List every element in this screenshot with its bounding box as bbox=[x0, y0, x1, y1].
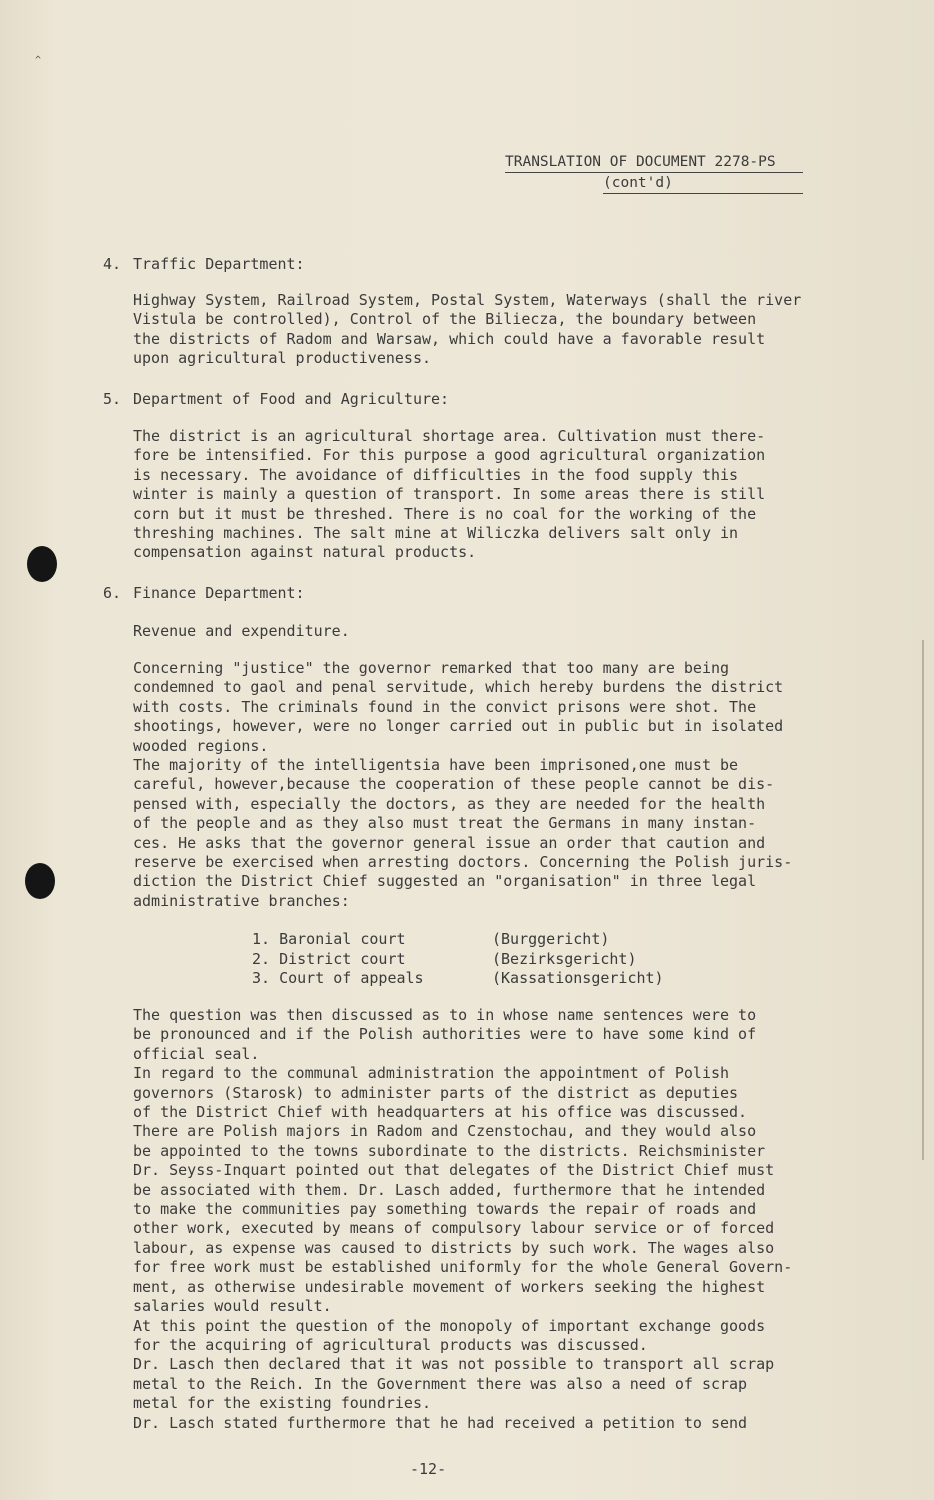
punch-hole bbox=[25, 863, 55, 899]
court-german-name: (Burggericht) bbox=[492, 930, 610, 948]
section-paragraph: Highway System, Railroad System, Postal System, Waterways (shall the river Vistula be controlled), Control of the Biliecza, the boundary between the districts of Radom and Warsaw, which could have a favorable result upon agricultural productiveness. bbox=[133, 291, 802, 368]
section-number: 6. bbox=[103, 584, 122, 602]
section-number: 4. bbox=[103, 255, 122, 273]
court-list-item bbox=[252, 950, 702, 968]
section-paragraph: Concerning "justice" the governor remarked that too many are being condemned to gaol and penal servitude, which hereby burdens the district with costs. The criminals found in the convict prisons were shot. The shootings, however, were no longer carried out in public but in isolated wooded regions. The majority of the intelligentsia have been imprisoned,one must be careful, however,because the cooperation of these people cannot be dis- pensed with, especially the doctors, as they are needed for the health of the people and as they also must treat the Germans in many instan- ces. He asks that the governor general issue an order that caution and reserve be exercised when arresting doctors. Concerning the Polish juris- diction the District Chief suggested an "organisation" in three legal administrative branches: bbox=[133, 659, 793, 910]
section-heading: Traffic Department: bbox=[133, 255, 305, 273]
page-number: -12- bbox=[410, 1460, 447, 1478]
section-paragraph: The district is an agricultural shortage area. Cultivation must there- fore be intensified. For this purpose a good agricultural organization is necessary. The avoidance of difficulties in the food supply this winter is mainly a question of transport. In some areas there is still corn but it must be threshed. There is no coal for the working of the threshing machines. The salt mine at Wiliczka delivers salt only in compensation against natural products. bbox=[133, 427, 766, 562]
paper-speck: ^ bbox=[35, 55, 42, 66]
court-list-item bbox=[252, 930, 702, 948]
court-name: 1. Baronial court bbox=[252, 930, 406, 948]
section-heading: Finance Department: bbox=[133, 584, 305, 602]
court-name: 2. District court bbox=[252, 950, 406, 968]
section-number: 5. bbox=[103, 390, 122, 408]
page-edge-shadow bbox=[922, 640, 924, 1160]
court-german-name: (Kassationsgericht) bbox=[492, 969, 664, 987]
section-paragraph: The question was then discussed as to in whose name sentences were to be pronounced and if the Polish authorities were to have some kind of official seal. In regard to the communal administration the appointment of Polish governors (Starosk) to administer parts of the district as deputies of the District Chief with headquarters at his office was discussed. There are Polish majors in Radom and Czenstochau, and they would also be appointed to the towns subordinate to the districts. Reichsminister Dr. Seyss-Inquart pointed out that delegates of the District Chief must be associated with them. Dr. Lasch added, furthermore that he intended to make the communities pay something towards the repair of roads and other work, executed by means of compulsory labour service or of forced labour, as expense was caused to districts by such work. The wages also for free work must be established uniformly for the whole General Govern- ment, as otherwise undesirable movement of workers seeking the highest salaries would result. At this point the question of the monopoly of important exchange goods for the acquiring of agricultural products was discussed. Dr. Lasch then declared that it was not possible to transport all scrap metal to the Reich. In the Government there was also a need of scrap metal for the existing foundries. Dr. Lasch stated furthermore that he had received a petition to send bbox=[133, 1006, 793, 1432]
court-list-item bbox=[252, 969, 702, 987]
court-name: 3. Court of appeals bbox=[252, 969, 424, 987]
section-heading: Department of Food and Agriculture: bbox=[133, 390, 450, 408]
punch-hole bbox=[27, 546, 57, 582]
section-subheading: Revenue and expenditure. bbox=[133, 622, 350, 640]
header-continued: (cont'd) bbox=[603, 173, 803, 194]
court-german-name: (Bezirksgericht) bbox=[492, 950, 637, 968]
header-title: TRANSLATION OF DOCUMENT 2278-PS bbox=[505, 152, 803, 173]
document-header bbox=[505, 152, 803, 194]
